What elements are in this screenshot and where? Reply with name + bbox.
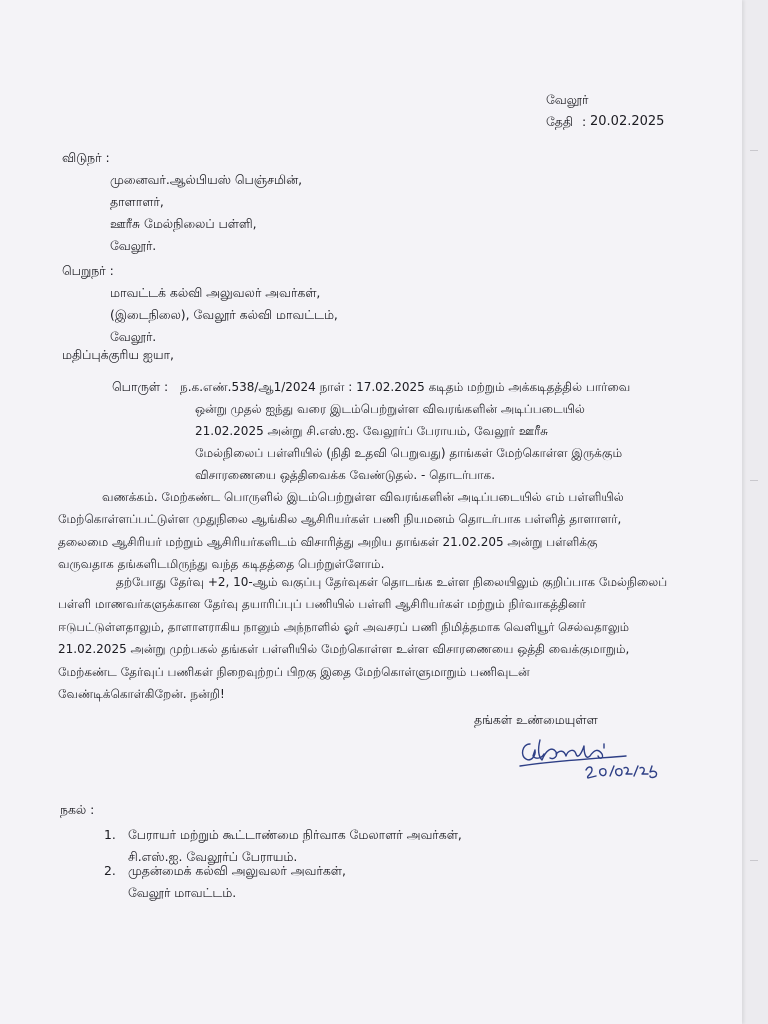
copy-item-line: முதன்மைக் கல்வி அலுவலர் அவர்கள், [128, 863, 346, 878]
body-line: மேற்கண்ட தேர்வுப் பணிகள் நிறைவுற்றப் பிறகு இதை மேற்கொள்ளுமாறும் பணிவுடன் [58, 664, 530, 679]
body-line: 21.02.2025 அன்று முற்பகல் தங்கள் பள்ளியில் மேற்கொள்ள உள்ள விசாரணையை ஒத்தி வைக்குமாறும், [58, 642, 630, 657]
body-line: வருவதாக தங்களிடமிருந்து வந்த கடிதத்தை பெற்றுள்ளோம். [58, 557, 385, 572]
copy-item-line: சி.எஸ்.ஐ. வேலூர்ப் பேராயம். [128, 849, 298, 864]
salutation: மதிப்புக்குரிய ஐயா, [62, 347, 174, 362]
copy-item-number: 2. [104, 863, 116, 878]
date-separator: : [582, 114, 587, 129]
copy-label: நகல் : [60, 802, 95, 817]
subject-label: பொருள் : [112, 379, 169, 394]
body-line: ஈடுபட்டுள்ளதாலும், தாளாளராகிய நானும் அந்நாளில் ஓர் அவசரப் பணி நிமித்தமாக வெளியூர் செல்வதாலும் [58, 619, 630, 634]
to-line: வேலூர். [110, 329, 157, 344]
from-line: வேலூர். [110, 238, 157, 253]
date-value: 20.02.2025 [590, 114, 665, 129]
copy-item-number: 1. [104, 827, 116, 842]
from-line: ஊரீசு மேல்நிலைப் பள்ளி, [110, 216, 257, 231]
subject-line: ந.க.எண்.538/ஆ1/2024 நாள் : 17.02.2025 கடிதம் மற்றும் அக்கடிதத்தில் பார்வை [180, 380, 631, 394]
handwritten-signature [516, 732, 676, 780]
date-label: தேதி [546, 114, 574, 129]
body-paragraph-2 [58, 571, 670, 705]
subject-line: 21.02.2025 அன்று சி.எஸ்.ஐ. வேலூர்ப் பேராயம், வேலூர் ஊரீசு [195, 424, 548, 438]
from-line: தாளாளர், [110, 194, 164, 209]
subject-line: மேல்நிலைப் பள்ளியில் (நிதி உதவி பெறுவது) தாங்கள் மேற்கொள்ள இருக்கும் [195, 446, 623, 460]
place-top: வேலூர் [546, 92, 589, 107]
body-paragraph-1 [58, 486, 670, 576]
body-line: வணக்கம். மேற்கண்ட பொருளில் இடம்பெற்றுள்ள விவரங்களின் அடிப்படையில் எம் பள்ளியில் [102, 490, 624, 504]
scan-edge-mark [750, 860, 758, 861]
closing: தங்கள் உண்மையுள்ள [474, 712, 598, 727]
body-line: வேண்டிக்கொள்கிறேன். நன்றி! [58, 687, 225, 702]
to-line: (இடைநிலை), வேலூர் கல்வி மாவட்டம், [110, 307, 338, 322]
subject-line: விசாரணையை ஒத்திவைக்க வேண்டுதல். - தொடர்பாக. [195, 468, 496, 482]
body-line: தலைமை ஆசிரியர் மற்றும் ஆசிரியர்களிடம் விசாரித்து அறிய தாங்கள் 21.02.205 அன்று பள்ளிக்கு [58, 534, 598, 549]
copy-item-line: பேராயர் மற்றும் கூட்டாண்மை நிர்வாக மேலாளர் அவர்கள், [128, 827, 462, 842]
copy-item-line: வேலூர் மாவட்டம். [128, 885, 237, 900]
subject-line: ஒன்று முதல் ஐந்து வரை இடம்பெற்றுள்ள விவரங்களின் அடிப்படையில் [195, 402, 585, 416]
from-label: விடுநர் : [62, 150, 110, 165]
to-label: பெறுநர் : [62, 263, 114, 278]
to-line: மாவட்டக் கல்வி அலுவலர் அவர்கள், [110, 285, 321, 300]
body-line: பள்ளி மாணவர்களுக்கான தேர்வு தயாரிப்புப் பணியில் பள்ளி ஆசிரியர்கள் மற்றும் நிர்வாகத்தினர் [58, 597, 586, 612]
from-line: முனைவர்.ஆல்பியஸ் பெஞ்சமின், [110, 172, 303, 187]
body-line: மேற்கொள்ளப்பட்டுள்ள முதுநிலை ஆங்கில ஆசிரியர்கள் பணி நியமனம் தொடர்பாக பள்ளித் தாளாளர், [58, 512, 622, 527]
scan-edge-mark [750, 150, 758, 151]
body-line: தற்போது தேர்வு +2, 10-ஆம் வகுப்பு தேர்வுகள் தொடங்க உள்ள நிலையிலும் குறிப்பாக மேல்நிலைப் [116, 575, 668, 589]
scan-edge-mark [750, 480, 758, 481]
